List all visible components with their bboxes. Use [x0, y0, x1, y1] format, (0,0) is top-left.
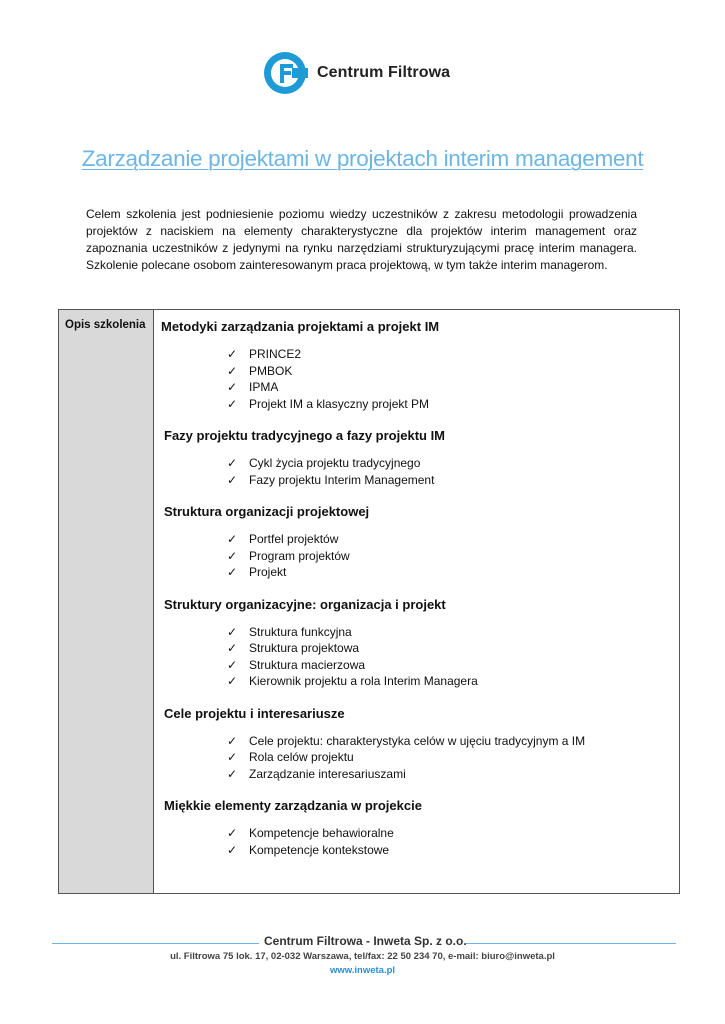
list-item: [227, 455, 671, 472]
list-item: [227, 749, 671, 766]
list-item: [227, 640, 671, 657]
section-heading: Struktura organizacji projektowej: [164, 504, 370, 519]
list-item: [227, 842, 671, 859]
page-title: Zarządzanie projektami w projektach interim management: [81, 146, 644, 171]
course-table: [58, 309, 680, 894]
cf-logo-icon: [262, 50, 308, 96]
list-item: [227, 673, 671, 690]
syllabus-section: [164, 596, 671, 690]
checkmark-icon: ✓: [227, 750, 238, 764]
list-item-text: Zarządzanie interesariuszami: [249, 766, 406, 781]
section-heading: Fazy projektu tradycyjnego a fazy projektu IM: [164, 428, 446, 443]
checkmark-icon: ✓: [227, 548, 238, 563]
syllabus-section: [164, 503, 671, 581]
brand-name: Centrum Filtrowa: [317, 64, 451, 81]
checkmark-icon: ✓: [227, 396, 238, 411]
checkmark-icon: ✓: [227, 380, 238, 394]
list-item-text: Cele projektu: charakterystyka celów w ujęciu tradycyjnym a IM: [249, 733, 586, 748]
list-item-text: Struktura projektowa: [249, 641, 360, 655]
list-item: [227, 624, 671, 641]
list-item: [227, 564, 671, 581]
syllabus-section: [164, 427, 671, 488]
list-item-text: Projekt: [249, 565, 287, 579]
section-heading: Miękkie elementy zarządzania w projekcie: [164, 798, 422, 813]
section-list: [164, 825, 671, 858]
checkmark-icon: ✓: [227, 472, 238, 487]
footer-company: Centrum Filtrowa - Inweta Sp. z o.o.: [264, 934, 467, 948]
list-item-text: Cykl życia projektu tradycyjnego: [249, 456, 421, 470]
syllabus-section: [161, 318, 671, 412]
footer-address: ul. Filtrowa 75 lok. 17, 02-032 Warszawa, tel/fax: 22 50 234 70, e-mail: biuro@inweta.pl: [170, 951, 555, 962]
list-item: [227, 766, 671, 783]
list-item-text: Portfel projektów: [249, 532, 339, 546]
footer-website-link[interactable]: www.inweta.pl: [329, 965, 396, 976]
checkmark-icon: ✓: [227, 641, 238, 655]
list-item-text: Kompetencje kontekstowe: [249, 842, 390, 857]
list-item: [227, 548, 671, 565]
checkmark-icon: ✓: [227, 363, 238, 378]
brand-logo: [262, 50, 450, 96]
list-item-text: Kompetencje behawioralne: [249, 826, 394, 840]
footer-divider-right: [466, 943, 676, 944]
section-heading: Metodyki zarządzania projektami a projekt IM: [161, 319, 440, 334]
checkmark-icon: ✓: [227, 766, 238, 781]
list-item-text: Fazy projektu Interim Management: [249, 472, 435, 487]
side-label: Opis szkolenia: [65, 319, 146, 331]
checkmark-icon: ✓: [227, 624, 238, 639]
section-list: [164, 455, 671, 488]
list-item-text: PMBOK: [249, 363, 293, 378]
section-heading: Struktury organizacyjne: organizacja i projekt: [164, 596, 446, 612]
checkmark-icon: ✓: [227, 347, 238, 361]
list-item: [227, 396, 671, 413]
list-item: [227, 531, 671, 548]
list-item-text: PRINCE2: [249, 347, 302, 361]
section-heading: Cele projektu i interesariusze: [164, 705, 345, 721]
list-item: [227, 346, 671, 363]
section-list: [164, 733, 671, 783]
list-item: [227, 379, 671, 396]
checkmark-icon: ✓: [227, 674, 238, 688]
list-item-text: Struktura funkcyjna: [249, 624, 352, 639]
checkmark-icon: ✓: [227, 532, 238, 546]
syllabus-section: [164, 797, 671, 858]
checkmark-icon: ✓: [227, 657, 238, 672]
intro-paragraph: Celem szkolenia jest podniesienie poziomu wiedzy uczestników z zakresu metodologii prowadzenia projektów z naciskiem na elementy charakterystyczne dla projektów interim management oraz zapoznania uczestników z jedynymi na rynku narzędziami strukturyzującymi pracę interim managera. Szkolenie polecane osobom zainteresowanym praca projektową, w tym także interim managerom.: [86, 207, 637, 272]
list-item: [227, 657, 671, 674]
section-list: [164, 346, 671, 412]
list-item-text: Program projektów: [249, 548, 350, 563]
section-list: [164, 531, 671, 581]
list-item: [227, 733, 671, 750]
checkmark-icon: ✓: [227, 842, 238, 857]
list-item-text: Projekt IM a klasyczny projekt PM: [249, 396, 430, 411]
checkmark-icon: ✓: [227, 456, 238, 470]
footer-divider-left: [52, 943, 259, 944]
checkmark-icon: ✓: [227, 826, 238, 840]
checkmark-icon: ✓: [227, 565, 238, 579]
course-content: [161, 318, 671, 858]
section-list: [164, 624, 671, 690]
list-item: [227, 363, 671, 380]
side-column: [59, 310, 154, 893]
list-item-text: Kierownik projektu a rola Interim Managera: [249, 674, 478, 688]
list-item-text: IPMA: [249, 380, 279, 394]
list-item: [227, 825, 671, 842]
syllabus-section: [164, 705, 671, 783]
list-item-text: Rola celów projektu: [249, 750, 354, 764]
list-item: [227, 472, 671, 489]
checkmark-icon: ✓: [227, 733, 238, 748]
list-item-text: Struktura macierzowa: [249, 657, 366, 672]
